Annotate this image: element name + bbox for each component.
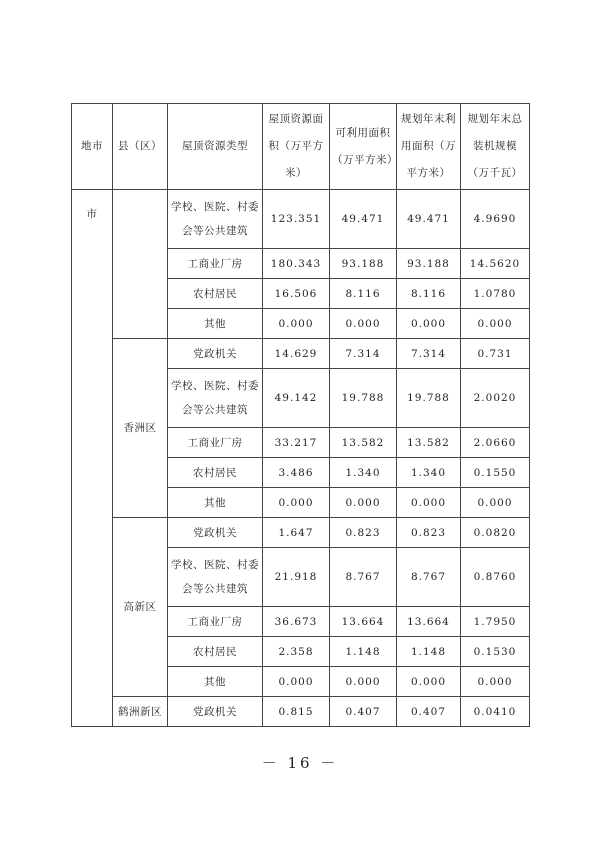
planned-cell: 0.000 (397, 488, 461, 518)
usable-cell: 1.340 (330, 458, 397, 488)
usable-cell: 13.664 (330, 607, 397, 637)
planned-cell: 8.767 (397, 548, 461, 607)
area-cell: 33.217 (263, 428, 330, 458)
area-cell: 123.351 (263, 190, 330, 249)
area-cell: 3.486 (263, 458, 330, 488)
resource-type-cell: 其他 (168, 667, 263, 697)
table-row (72, 339, 530, 369)
rooftop-resource-table (71, 103, 530, 727)
planned-cell: 0.407 (397, 697, 461, 727)
area-cell: 1.647 (263, 518, 330, 548)
planned-cell: 1.148 (397, 637, 461, 667)
header-usable-area: 可利用面积（万平方米） (330, 104, 397, 190)
capacity-cell: 14.5620 (461, 249, 530, 279)
area-cell: 0.000 (263, 488, 330, 518)
capacity-cell: 2.0020 (461, 369, 530, 428)
resource-type-cell: 学校、医院、村委会等公共建筑 (168, 369, 263, 428)
city-cell: 市 (72, 190, 113, 727)
area-cell: 21.918 (263, 548, 330, 607)
table-body (72, 190, 530, 727)
area-cell: 0.000 (263, 309, 330, 339)
resource-type-cell: 党政机关 (168, 518, 263, 548)
capacity-cell: 2.0660 (461, 428, 530, 458)
usable-cell: 8.767 (330, 548, 397, 607)
header-resource-type: 屋顶资源类型 (168, 104, 263, 190)
planned-cell: 13.582 (397, 428, 461, 458)
capacity-cell: 1.7950 (461, 607, 530, 637)
planned-cell: 8.116 (397, 279, 461, 309)
planned-cell: 0.000 (397, 309, 461, 339)
resource-type-cell: 学校、医院、村委会等公共建筑 (168, 190, 263, 249)
area-cell: 0.000 (263, 667, 330, 697)
county-cell: 鹤洲新区 (113, 697, 168, 727)
usable-cell: 0.000 (330, 309, 397, 339)
table-row (72, 518, 530, 548)
capacity-cell: 0.000 (461, 309, 530, 339)
resource-type-cell: 工商业厂房 (168, 249, 263, 279)
header-city: 地市 (72, 104, 113, 190)
county-cell: 高新区 (113, 518, 168, 697)
resource-type-cell: 其他 (168, 488, 263, 518)
area-cell: 16.506 (263, 279, 330, 309)
resource-type-cell: 工商业厂房 (168, 428, 263, 458)
usable-cell: 0.823 (330, 518, 397, 548)
resource-type-cell: 工商业厂房 (168, 607, 263, 637)
county-cell: 香洲区 (113, 339, 168, 518)
usable-cell: 0.407 (330, 697, 397, 727)
page-number: － 16 － (261, 754, 339, 772)
capacity-cell: 0.000 (461, 667, 530, 697)
area-cell: 36.673 (263, 607, 330, 637)
area-cell: 0.815 (263, 697, 330, 727)
planned-cell: 7.314 (397, 339, 461, 369)
capacity-cell: 0.000 (461, 488, 530, 518)
usable-cell: 49.471 (330, 190, 397, 249)
capacity-cell: 1.0780 (461, 279, 530, 309)
resource-type-cell: 其他 (168, 309, 263, 339)
capacity-cell: 0.0410 (461, 697, 530, 727)
county-cell (113, 190, 168, 339)
header-roof-area: 屋顶资源面积（万平方米） (263, 104, 330, 190)
resource-type-cell: 农村居民 (168, 637, 263, 667)
planned-cell: 93.188 (397, 249, 461, 279)
table-row (72, 697, 530, 727)
resource-type-cell: 农村居民 (168, 279, 263, 309)
header-capacity: 规划年末总装机规模（万千瓦） (461, 104, 530, 190)
capacity-cell: 0.0820 (461, 518, 530, 548)
capacity-cell: 0.8760 (461, 548, 530, 607)
resource-type-cell: 农村居民 (168, 458, 263, 488)
resource-type-cell: 学校、医院、村委会等公共建筑 (168, 548, 263, 607)
usable-cell: 0.000 (330, 667, 397, 697)
area-cell: 49.142 (263, 369, 330, 428)
area-cell: 14.629 (263, 339, 330, 369)
resource-type-cell: 党政机关 (168, 697, 263, 727)
header-planned-area: 规划年末利用面积（万平方米） (397, 104, 461, 190)
planned-cell: 13.664 (397, 607, 461, 637)
planned-cell: 49.471 (397, 190, 461, 249)
usable-cell: 13.582 (330, 428, 397, 458)
usable-cell: 0.000 (330, 488, 397, 518)
planned-cell: 19.788 (397, 369, 461, 428)
resource-type-cell: 党政机关 (168, 339, 263, 369)
planned-cell: 0.823 (397, 518, 461, 548)
header-county: 县（区） (113, 104, 168, 190)
usable-cell: 7.314 (330, 339, 397, 369)
capacity-cell: 4.9690 (461, 190, 530, 249)
area-cell: 180.343 (263, 249, 330, 279)
capacity-cell: 0.731 (461, 339, 530, 369)
capacity-cell: 0.1550 (461, 458, 530, 488)
usable-cell: 19.788 (330, 369, 397, 428)
usable-cell: 8.116 (330, 279, 397, 309)
table-header (72, 104, 530, 190)
capacity-cell: 0.1530 (461, 637, 530, 667)
usable-cell: 93.188 (330, 249, 397, 279)
planned-cell: 0.000 (397, 667, 461, 697)
area-cell: 2.358 (263, 637, 330, 667)
planned-cell: 1.340 (397, 458, 461, 488)
table-row (72, 190, 530, 249)
usable-cell: 1.148 (330, 637, 397, 667)
